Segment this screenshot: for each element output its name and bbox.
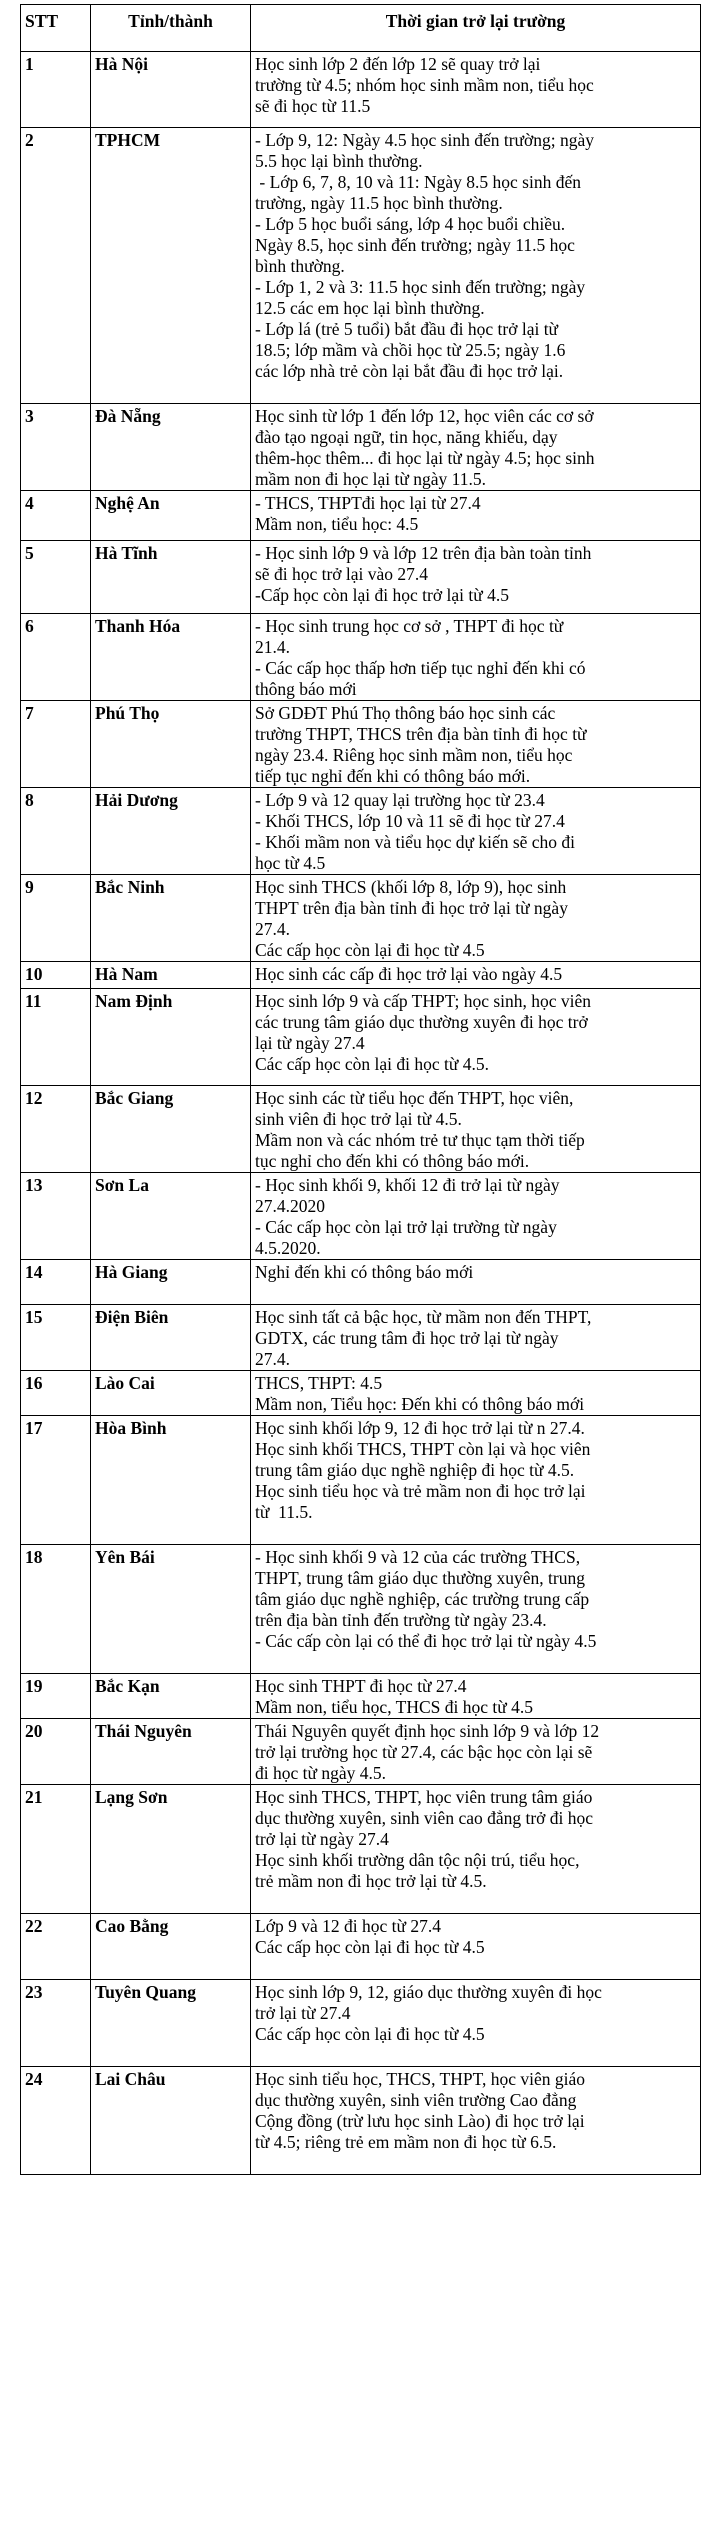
row-stt: 20: [21, 1719, 91, 1785]
row-stt: 8: [21, 788, 91, 875]
return-time-line: trung tâm giáo dục nghề nghiệp đi học từ 4.5.: [255, 1460, 575, 1480]
table-row: [21, 128, 701, 404]
return-time-line: - THCS, THPTđi học lại từ 27.4: [255, 493, 481, 513]
row-stt: 5: [21, 541, 91, 614]
table-row: [21, 1914, 701, 1980]
return-time-line: dục thường xuyên, sinh viên trường Cao đẳng: [255, 2090, 577, 2110]
row-stt: 7: [21, 701, 91, 788]
return-time-line: Ngày 8.5, học sinh đến trường; ngày 11.5 học: [255, 235, 575, 255]
return-time-line: Học sinh lớp 9, 12, giáo dục thường xuyên đi học: [255, 1982, 602, 2002]
return-time-line: Các cấp học còn lại đi học từ 4.5: [255, 940, 485, 960]
return-time-line: - Lớp 6, 7, 8, 10 và 11: Ngày 8.5 học sinh đến: [255, 172, 581, 192]
return-time-line: tiếp tục nghỉ đến khi có thông báo mới.: [255, 766, 531, 786]
table-row: [21, 989, 701, 1086]
table-row: [21, 1416, 701, 1545]
return-time-line: [255, 2153, 696, 2174]
row-stt: 22: [21, 1914, 91, 1980]
return-time-line: [255, 1892, 696, 1913]
return-time-line: THPT trên địa bàn tỉnh đi học trở lại từ ngày: [255, 898, 568, 918]
row-return-time: [251, 52, 701, 128]
table-row: [21, 875, 701, 962]
return-time-line: [255, 1283, 696, 1304]
return-time-line: 18.5; lớp mầm và chồi học từ 25.5; ngày 1.6: [255, 340, 566, 360]
row-stt: 15: [21, 1305, 91, 1371]
row-province: Hà Nội: [91, 52, 251, 128]
table-row: [21, 614, 701, 701]
return-time-line: các trung tâm giáo dục thường xuyên đi học trở: [255, 1012, 588, 1032]
return-time-line: 21.4.: [255, 637, 290, 657]
row-province: Hòa Bình: [91, 1416, 251, 1545]
row-return-time: [251, 614, 701, 701]
header-stt: STT: [21, 5, 91, 52]
return-time-line: Học sinh tất cả bậc học, từ mầm non đến THPT,: [255, 1307, 592, 1327]
table-row: [21, 1980, 701, 2067]
return-time-line: - Các cấp còn lại có thể đi học trở lại từ ngày 4.5: [255, 1631, 597, 1651]
return-time-line: Thái Nguyên quyết định học sinh lớp 9 và lớp 12: [255, 1721, 600, 1741]
row-stt: 9: [21, 875, 91, 962]
school-reopening-table: [20, 4, 701, 2175]
return-time-line: đi học từ ngày 4.5.: [255, 1763, 386, 1783]
row-province: Nghệ An: [91, 491, 251, 541]
return-time-line: - Học sinh khối 9, khối 12 đi trở lại từ ngày: [255, 1175, 560, 1195]
return-time-line: tục nghỉ cho đến khi có thông báo mới.: [255, 1151, 530, 1171]
row-stt: 12: [21, 1086, 91, 1173]
row-province: Lào Cai: [91, 1371, 251, 1416]
return-time-line: trên địa bàn tỉnh đến trường từ ngày 23.4.: [255, 1610, 547, 1630]
return-time-line: Học sinh lớp 2 đến lớp 12 sẽ quay trở lại: [255, 54, 541, 74]
row-province: Bắc Kạn: [91, 1674, 251, 1719]
return-time-line: Học sinh các cấp đi học trở lại vào ngày 4.5: [255, 964, 563, 984]
return-time-line: Học sinh khối lớp 9, 12 đi học trở lại từ n 27.4.: [255, 1418, 585, 1438]
row-return-time: [251, 2067, 701, 2175]
return-time-line: trường, ngày 11.5 học bình thường.: [255, 193, 503, 213]
row-province: Lai Châu: [91, 2067, 251, 2175]
return-time-line: Học sinh THCS (khối lớp 8, lớp 9), học sinh: [255, 877, 567, 897]
table-row: [21, 1305, 701, 1371]
row-province: Hà Nam: [91, 962, 251, 989]
row-province: Bắc Giang: [91, 1086, 251, 1173]
row-province: Nam Định: [91, 989, 251, 1086]
return-time-line: - Khối mầm non và tiểu học dự kiến sẽ cho đi: [255, 832, 576, 852]
table-row: [21, 491, 701, 541]
return-time-line: 27.4.: [255, 919, 290, 939]
return-time-line: sẽ đi học trở lại vào 27.4: [255, 564, 429, 584]
row-province: Sơn La: [91, 1173, 251, 1260]
table-row: [21, 1785, 701, 1914]
return-time-line: 27.4.2020: [255, 1196, 325, 1216]
row-province: Điện Biên: [91, 1305, 251, 1371]
row-return-time: [251, 1545, 701, 1674]
table-row: [21, 404, 701, 491]
return-time-line: Học sinh THPT đi học từ 27.4: [255, 1676, 467, 1696]
row-return-time: [251, 1719, 701, 1785]
row-return-time: [251, 404, 701, 491]
row-stt: 23: [21, 1980, 91, 2067]
return-time-line: Học sinh tiểu học và trẻ mầm non đi học trở lại: [255, 1481, 586, 1501]
row-return-time: [251, 989, 701, 1086]
return-time-line: Học sinh từ lớp 1 đến lớp 12, học viên các cơ sở: [255, 406, 594, 426]
row-stt: 13: [21, 1173, 91, 1260]
return-time-line: 5.5 học lại bình thường.: [255, 151, 423, 171]
row-return-time: [251, 788, 701, 875]
row-province: Bắc Ninh: [91, 875, 251, 962]
row-return-time: [251, 1305, 701, 1371]
return-time-line: trở lại từ ngày 27.4: [255, 1829, 389, 1849]
return-time-line: học từ 4.5: [255, 853, 326, 873]
row-return-time: [251, 128, 701, 404]
table-row: [21, 701, 701, 788]
table-row: [21, 541, 701, 614]
table-row: [21, 1719, 701, 1785]
row-stt: 3: [21, 404, 91, 491]
return-time-line: sẽ đi học từ 11.5: [255, 96, 371, 116]
return-time-line: [255, 382, 696, 403]
return-time-line: dục thường xuyên, sinh viên cao đẳng trở đi học: [255, 1808, 594, 1828]
return-time-line: Mầm non, tiểu học: 4.5: [255, 514, 419, 534]
row-return-time: [251, 491, 701, 541]
table-row: [21, 962, 701, 989]
return-time-line: [255, 1958, 696, 1979]
return-time-line: GDTX, các trung tâm đi học trở lại từ ngày: [255, 1328, 559, 1348]
return-time-line: 12.5 các em học lại bình thường.: [255, 298, 485, 318]
return-time-line: thêm-học thêm... đi học lại từ ngày 4.5; học sinh: [255, 448, 595, 468]
return-time-line: trở lại trường học từ 27.4, các bậc học còn lại sẽ: [255, 1742, 593, 1762]
row-stt: 16: [21, 1371, 91, 1416]
return-time-line: trường từ 4.5; nhóm học sinh mầm non, tiểu học: [255, 75, 594, 95]
return-time-line: Lớp 9 và 12 đi học từ 27.4: [255, 1916, 441, 1936]
return-time-line: -Cấp học còn lại đi học trở lại từ 4.5: [255, 585, 509, 605]
row-stt: 21: [21, 1785, 91, 1914]
row-return-time: [251, 875, 701, 962]
row-return-time: [251, 1914, 701, 1980]
row-stt: 2: [21, 128, 91, 404]
return-time-line: - Các cấp học còn lại trở lại trường từ ngày: [255, 1217, 557, 1237]
row-province: Hà Giang: [91, 1260, 251, 1305]
row-return-time: [251, 701, 701, 788]
return-time-line: - Các cấp học thấp hơn tiếp tục nghỉ đến khi có: [255, 658, 586, 678]
row-return-time: [251, 1980, 701, 2067]
row-province: Đà Nẵng: [91, 404, 251, 491]
row-province: TPHCM: [91, 128, 251, 404]
row-return-time: [251, 1173, 701, 1260]
return-time-line: Cộng đồng (trừ lưu học sinh Lào) đi học trở lại: [255, 2111, 585, 2131]
header-province: Tỉnh/thành: [91, 5, 251, 52]
table-row: [21, 788, 701, 875]
return-time-line: Học sinh lớp 9 và cấp THPT; học sinh, học viên: [255, 991, 592, 1011]
return-time-line: đào tạo ngoại ngữ, tin học, năng khiếu, dạy: [255, 427, 558, 447]
return-time-line: - Học sinh trung học cơ sở , THPT đi học từ: [255, 616, 564, 636]
table-row: [21, 1674, 701, 1719]
row-province: Tuyên Quang: [91, 1980, 251, 2067]
return-time-line: tâm giáo dục nghề nghiệp, các trường trung cấp: [255, 1589, 590, 1609]
row-return-time: [251, 1086, 701, 1173]
row-province: Phú Thọ: [91, 701, 251, 788]
return-time-line: từ 4.5; riêng trẻ em mầm non đi học từ 6.5.: [255, 2132, 557, 2152]
return-time-line: trẻ mầm non đi học trở lại từ 4.5.: [255, 1871, 487, 1891]
row-stt: 18: [21, 1545, 91, 1674]
return-time-line: các lớp nhà trẻ còn lại bắt đầu đi học trở lại.: [255, 361, 564, 381]
return-time-line: Học sinh khối trường dân tộc nội trú, tiểu học,: [255, 1850, 580, 1870]
return-time-line: Nghỉ đến khi có thông báo mới: [255, 1262, 474, 1282]
table-row: [21, 1545, 701, 1674]
return-time-line: [255, 2045, 696, 2066]
row-stt: 4: [21, 491, 91, 541]
row-return-time: [251, 962, 701, 989]
return-time-line: - Học sinh khối 9 và 12 của các trường THCS,: [255, 1547, 581, 1567]
table-row: [21, 2067, 701, 2175]
row-province: Lạng Sơn: [91, 1785, 251, 1914]
return-time-line: - Khối THCS, lớp 10 và 11 sẽ đi học từ 27.4: [255, 811, 565, 831]
row-province: Hải Dương: [91, 788, 251, 875]
table-row: [21, 1260, 701, 1305]
row-province: Thái Nguyên: [91, 1719, 251, 1785]
return-time-line: trường THPT, THCS trên địa bàn tỉnh đi học từ: [255, 724, 587, 744]
document-page: [20, 4, 700, 2175]
return-time-line: Sở GDĐT Phú Thọ thông báo học sinh các: [255, 703, 556, 723]
return-time-line: Mầm non, Tiểu học: Đến khi có thông báo mới: [255, 1394, 585, 1414]
return-time-line: Các cấp học còn lại đi học từ 4.5.: [255, 1054, 489, 1074]
table-header-row: [21, 5, 701, 52]
return-time-line: - Lớp lá (trẻ 5 tuổi) bắt đầu đi học trở lại từ: [255, 319, 559, 339]
return-time-line: - Lớp 9 và 12 quay lại trường học từ 23.4: [255, 790, 545, 810]
table-row: [21, 1371, 701, 1416]
table-row: [21, 1173, 701, 1260]
return-time-line: - Lớp 9, 12: Ngày 4.5 học sinh đến trường; ngày: [255, 130, 595, 150]
return-time-line: bình thường.: [255, 256, 345, 276]
row-stt: 19: [21, 1674, 91, 1719]
table-row: [21, 1086, 701, 1173]
return-time-line: thông báo mới: [255, 679, 357, 699]
row-stt: 17: [21, 1416, 91, 1545]
return-time-line: [255, 1523, 696, 1544]
row-return-time: [251, 1371, 701, 1416]
return-time-line: Mầm non và các nhóm trẻ tư thục tạm thời tiếp: [255, 1130, 585, 1150]
row-province: Thanh Hóa: [91, 614, 251, 701]
return-time-line: Học sinh tiểu học, THCS, THPT, học viên giáo: [255, 2069, 586, 2089]
return-time-line: Các cấp học còn lại đi học từ 4.5: [255, 1937, 485, 1957]
header-return-time: Thời gian trở lại trường: [251, 5, 701, 52]
return-time-line: ngày 23.4. Riêng học sinh mầm non, tiểu học: [255, 745, 573, 765]
row-return-time: [251, 1260, 701, 1305]
return-time-line: 4.5.2020.: [255, 1238, 321, 1258]
return-time-line: lại từ ngày 27.4: [255, 1033, 365, 1053]
row-province: Cao Bằng: [91, 1914, 251, 1980]
return-time-line: từ 11.5.: [255, 1502, 313, 1522]
table-body: [21, 52, 701, 2175]
row-province: Yên Bái: [91, 1545, 251, 1674]
row-stt: 14: [21, 1260, 91, 1305]
row-return-time: [251, 541, 701, 614]
return-time-line: sinh viên đi học trở lại từ 4.5.: [255, 1109, 462, 1129]
return-time-line: Học sinh các từ tiểu học đến THPT, học viên,: [255, 1088, 574, 1108]
row-stt: 24: [21, 2067, 91, 2175]
return-time-line: - Lớp 1, 2 và 3: 11.5 học sinh đến trường; ngày: [255, 277, 586, 297]
return-time-line: Học sinh khối THCS, THPT còn lại và học viên: [255, 1439, 591, 1459]
row-stt: 1: [21, 52, 91, 128]
return-time-line: Mầm non, tiểu học, THCS đi học từ 4.5: [255, 1697, 533, 1717]
return-time-line: Học sinh THCS, THPT, học viên trung tâm giáo: [255, 1787, 593, 1807]
return-time-line: - Học sinh lớp 9 và lớp 12 trên địa bàn toàn tỉnh: [255, 543, 592, 563]
row-return-time: [251, 1785, 701, 1914]
return-time-line: 27.4.: [255, 1349, 290, 1369]
return-time-line: mầm non đi học lại từ ngày 11.5.: [255, 469, 486, 489]
row-stt: 11: [21, 989, 91, 1086]
table-row: [21, 52, 701, 128]
row-stt: 6: [21, 614, 91, 701]
row-stt: 10: [21, 962, 91, 989]
row-province: Hà Tĩnh: [91, 541, 251, 614]
return-time-line: [255, 1652, 696, 1673]
return-time-line: THCS, THPT: 4.5: [255, 1373, 383, 1393]
return-time-line: - Lớp 5 học buổi sáng, lớp 4 học buổi chiều.: [255, 214, 566, 234]
return-time-line: trở lại từ 27.4: [255, 2003, 351, 2023]
row-return-time: [251, 1674, 701, 1719]
row-return-time: [251, 1416, 701, 1545]
return-time-line: Các cấp học còn lại đi học từ 4.5: [255, 2024, 485, 2044]
return-time-line: THPT, trung tâm giáo dục thường xuyên, trung: [255, 1568, 585, 1588]
